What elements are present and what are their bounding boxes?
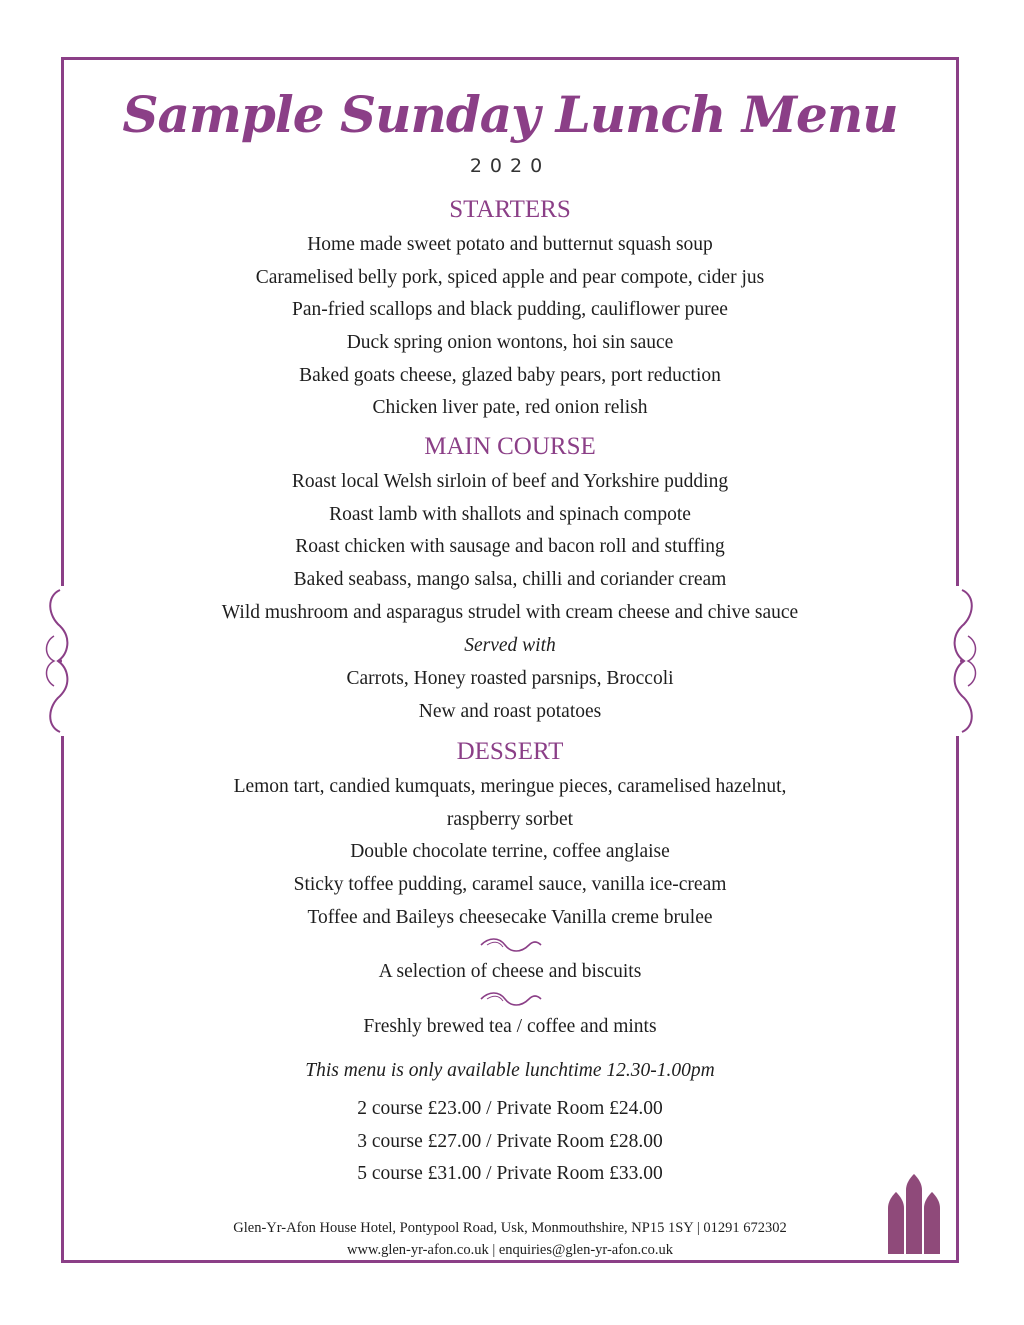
cheese-item: A selection of cheese and biscuits bbox=[378, 961, 642, 982]
swirl-divider-icon bbox=[479, 937, 543, 953]
starter-item: Home made sweet potato and butternut squash soup bbox=[307, 234, 713, 255]
main-course-item: Baked seabass, mango salsa, chilli and coriander cream bbox=[293, 569, 727, 590]
dessert-item: raspberry sorbet bbox=[446, 809, 574, 830]
dessert-heading: DESSERT bbox=[456, 738, 564, 765]
dessert-item: Sticky toffee pudding, caramel sauce, vanilla ice-cream bbox=[293, 874, 727, 895]
starter-item: Baked goats cheese, glazed baby pears, port reduction bbox=[299, 365, 721, 386]
starter-item: Pan-fried scallops and black pudding, cauliflower puree bbox=[292, 299, 728, 320]
starter-item: Chicken liver pate, red onion relish bbox=[372, 397, 648, 418]
hotel-towers-logo bbox=[886, 1174, 942, 1254]
dessert-item: Toffee and Baileys cheesecake Vanilla creme brulee bbox=[307, 907, 713, 928]
menu-year: 2020 bbox=[469, 155, 551, 177]
price-line: 5 course £31.00 / Private Room £33.00 bbox=[357, 1163, 663, 1184]
price-line: 2 course £23.00 / Private Room £24.00 bbox=[357, 1098, 663, 1119]
footer-address: Glen-Yr-Afon House Hotel, Pontypool Road, Usk, Monmouthshire, NP15 1SY | 01291 672302 bbox=[233, 1220, 787, 1236]
side-item: Carrots, Honey roasted parsnips, Broccoli bbox=[346, 668, 674, 689]
side-item: New and roast potatoes bbox=[418, 701, 602, 722]
starter-item: Caramelised belly pork, spiced apple and pear compote, cider jus bbox=[255, 267, 765, 288]
main-course-item: Wild mushroom and asparagus strudel with cream cheese and chive sauce bbox=[221, 602, 799, 623]
price-line: 3 course £27.00 / Private Room £28.00 bbox=[357, 1131, 663, 1152]
main-course-item: Roast lamb with shallots and spinach compote bbox=[329, 504, 691, 525]
menu-title: Sample Sunday Lunch Menu bbox=[122, 85, 898, 144]
served-with-label: Served with bbox=[464, 635, 556, 656]
starter-item: Duck spring onion wontons, hoi sin sauce bbox=[346, 332, 674, 353]
main-course-heading: MAIN COURSE bbox=[424, 433, 596, 460]
swirl-divider-icon bbox=[479, 991, 543, 1007]
tea-item: Freshly brewed tea / coffee and mints bbox=[363, 1016, 657, 1037]
dessert-item: Double chocolate terrine, coffee anglaise bbox=[350, 841, 670, 862]
main-course-item: Roast local Welsh sirloin of beef and Yorkshire pudding bbox=[291, 471, 729, 492]
footer-web: www.glen-yr-afon.co.uk | enquiries@glen-yr-afon.co.uk bbox=[347, 1242, 673, 1258]
main-course-item: Roast chicken with sausage and bacon roll and stuffing bbox=[295, 536, 725, 557]
dessert-item: Lemon tart, candied kumquats, meringue pieces, caramelised hazelnut, bbox=[233, 776, 787, 797]
availability-note: This menu is only available lunchtime 12.30-1.00pm bbox=[305, 1060, 715, 1081]
starters-heading: STARTERS bbox=[449, 196, 571, 223]
